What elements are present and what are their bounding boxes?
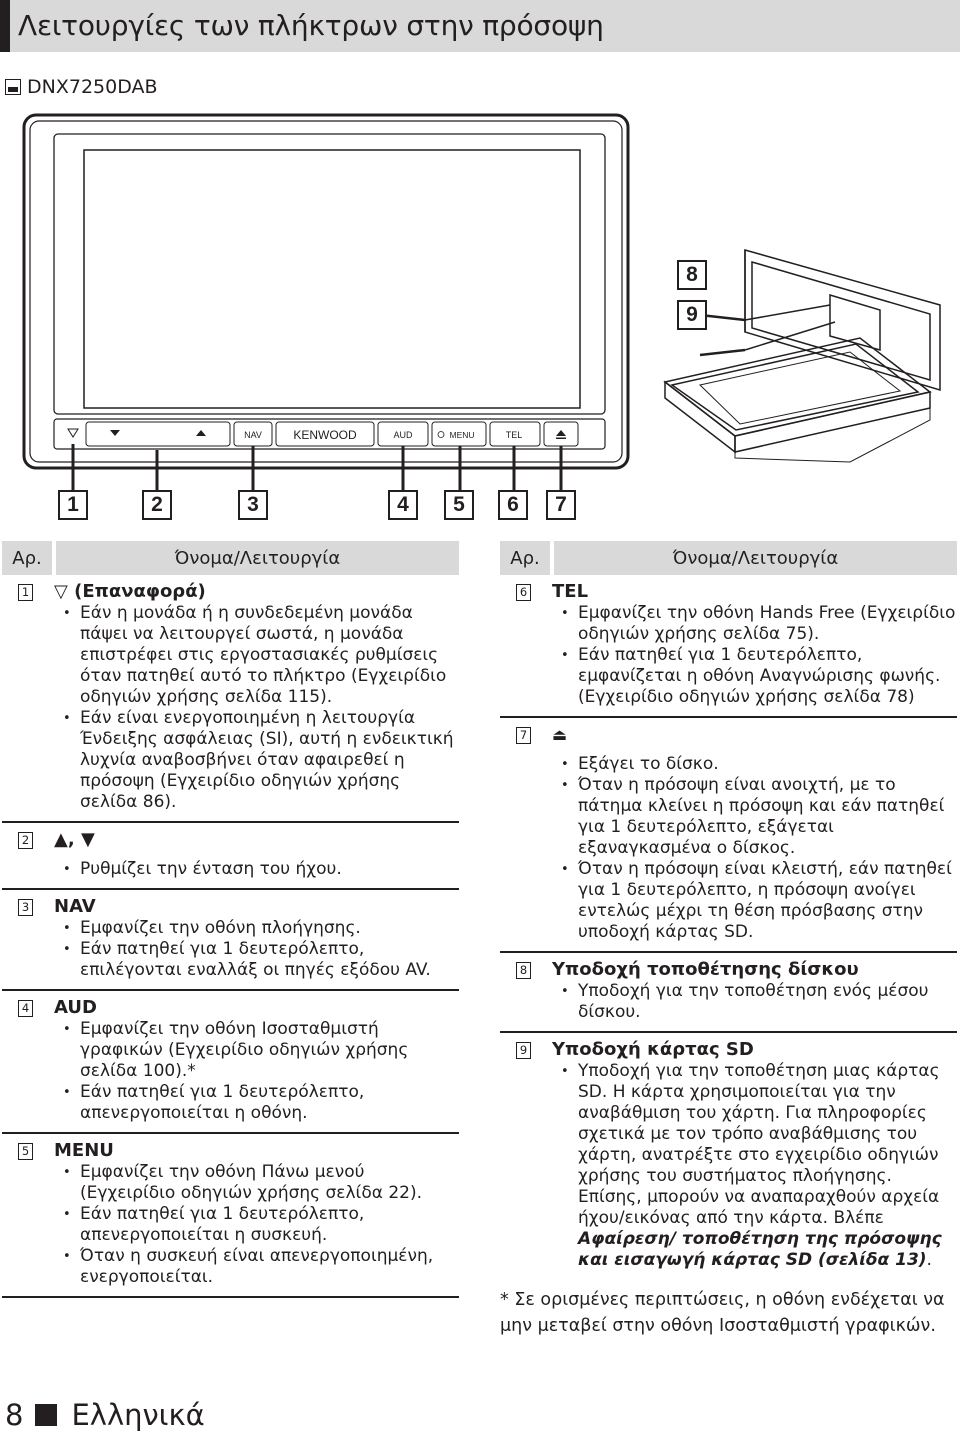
row-number: 4 <box>18 1000 33 1017</box>
page-number: 8 <box>5 1398 24 1432</box>
list-item: • Ρυθμίζει την ένταση του ήχου. <box>60 859 459 880</box>
table-row <box>2 1133 459 1297</box>
row-number: 7 <box>516 727 531 744</box>
title-mark <box>0 0 10 52</box>
row-name: TEL <box>552 581 589 602</box>
callout-5: 5 <box>444 490 474 520</box>
callout-1: 1 <box>58 490 88 520</box>
row-name: AUD <box>54 997 97 1018</box>
callout-4: 4 <box>388 490 418 520</box>
callout-2: 2 <box>142 490 172 520</box>
model-name: DNX7250DAB <box>27 76 158 98</box>
list-item: • Εάν η μονάδα ή η συνδεδεμένη μονάδα πάψει να λειτουργεί σωστά, η μονάδα επιστρέφει στις εργοστασιακές ρυθμίσεις όταν πατηθεί αυτό το πλήκτρο (Εγχειρίδιο οδηγιών χρήσης σελίδα 115). <box>60 603 459 708</box>
table-row <box>500 575 957 717</box>
page-footer <box>5 1398 205 1432</box>
table-row <box>2 889 459 990</box>
table-row <box>500 717 957 952</box>
list-item: • Εάν είναι ενεργοποιημένη η λειτουργία Ένδειξης ασφάλειας (SI), αυτή η ενδεικτική λυχνία αναβοσβήνει όταν αφαιρεθεί η πρόσοψη (Εγχειρίδιο οδηγιών χρήσης σελίδα 86). <box>60 708 459 813</box>
row-name: Υποδοχή κάρτας SD <box>552 1039 754 1060</box>
list-item: • Εμφανίζει την οθόνη Πάνω μενού (Εγχειρίδιο οδηγιών χρήσης σελίδα 22). <box>60 1162 459 1204</box>
table-row <box>500 1032 957 1279</box>
title-bar <box>0 0 960 52</box>
row-number: 1 <box>18 584 33 601</box>
list-item: • Εμφανίζει την οθόνη πλοήγησης. <box>60 918 459 939</box>
language-label: Ελληνικά <box>71 1398 205 1432</box>
table-row <box>2 822 459 889</box>
table-row <box>2 990 459 1133</box>
col-name-header: Όνομα/Λειτουργία <box>552 541 957 575</box>
row-name: NAV <box>54 896 96 917</box>
col-name-header: Όνομα/Λειτουργία <box>54 541 459 575</box>
table-row <box>2 575 459 822</box>
nav-button-label: NAV <box>244 430 262 440</box>
row-number: 6 <box>516 584 531 601</box>
row-number: 3 <box>18 899 33 916</box>
eject-icon: ⏏ <box>552 725 568 744</box>
front-unit <box>24 115 628 490</box>
model-icon <box>5 79 21 95</box>
list-item: • Εάν πατηθεί για 1 δευτερόλεπτο, εμφανίζεται η οθόνη Αναγνώρισης φωνής. (Εγχειρίδιο οδηγιών χρήσης σελίδα 78) <box>558 645 957 708</box>
model-label <box>5 76 158 98</box>
page-title: Λειτουργίες των πλήκτρων στην πρόσοψη <box>18 9 604 42</box>
list-item: • Όταν η πρόσοψη είναι ανοιχτή, με το πάτημα κλείνει η πρόσοψη και εάν πατηθεί για 1 δευτερόλεπτο, εξάγεται εξαναγκασμένα ο δίσκος. <box>558 775 957 859</box>
list-item: • Εμφανίζει την οθόνη Hands Free (Εγχειρίδιο οδηγιών χρήσης σελίδα 75). <box>558 603 957 645</box>
list-item: • Εμφανίζει την οθόνη Ισοσταθμιστή γραφικών (Εγχειρίδιο οδηγιών χρήσης σελίδα 100).* <box>60 1019 459 1082</box>
list-item: • Εξάγει το δίσκο. <box>558 754 957 775</box>
callout-7: 7 <box>546 490 576 520</box>
brand-logo: KENWOOD <box>293 428 357 442</box>
right-function-table <box>500 541 957 1279</box>
volume-down-icon: ▼ <box>80 829 95 850</box>
volume-up-icon: ▲ <box>54 829 68 850</box>
list-item: • Υποδοχή για την τοποθέτηση ενός μέσου δίσκου. <box>558 981 957 1023</box>
menu-button-label: MENU <box>449 430 475 440</box>
table-row <box>500 952 957 1032</box>
device-illustration <box>0 100 960 530</box>
col-num-header: Αρ. <box>500 541 552 575</box>
callout-9: 9 <box>677 300 707 330</box>
row-name: MENU <box>54 1140 114 1161</box>
reset-icon: ▽ <box>54 581 75 602</box>
footnote: * Σε ορισμένες περιπτώσεις, η οθόνη ενδέχεται να μην μεταβεί στην οθόνη Ισοσταθμιστή γραφικών. <box>500 1290 945 1336</box>
list-item: • Υποδοχή για την τοποθέτηση μιας κάρτας SD. Η κάρτα χρησιμοποιείται για την αναβάθμιση του χάρτη. Για πληροφορίες σχετικά με τον τρόπο αναβάθμισης του χάρτη, ανατρέξτε στο εγχειρίδιο οδηγιών χρήσης του συστήματος πλοήγησης. Επίσης, μπορούν να αναπαραχθούν αρχεία ήχου/εικόνας από την κάρτα. Βλέπε Αφαίρεση/ τοποθέτηση της πρόσοψης και εισαγωγή κάρτας SD (σελίδα 13). <box>558 1061 957 1271</box>
footer-square-icon <box>35 1404 57 1426</box>
list-item: • Εάν πατηθεί για 1 δευτερόλεπτο, επιλέγονται εναλλάξ οι πηγές εξόδου AV. <box>60 939 459 981</box>
left-function-table <box>2 541 459 1298</box>
list-item: • Όταν η πρόσοψη είναι κλειστή, εάν πατηθεί για 1 δευτερόλεπτο, η πρόσοψη ανοίγει εντελώς μέχρι τη θέση πρόσβασης στην υποδοχή κάρτας SD. <box>558 859 957 943</box>
row-number: 5 <box>18 1143 33 1160</box>
row-number: 2 <box>18 832 33 849</box>
row-name: , <box>67 829 75 850</box>
aud-button-label: AUD <box>393 430 413 440</box>
list-item: • Εάν πατηθεί για 1 δευτερόλεπτο, απενεργοποιείται η συσκευή. <box>60 1204 459 1246</box>
list-item: • Όταν η συσκευή είναι απενεργοποιημένη, ενεργοποιείται. <box>60 1246 459 1288</box>
row-name: (Επαναφορά) <box>74 581 206 602</box>
callout-3: 3 <box>238 490 268 520</box>
tel-button-label: TEL <box>505 430 523 440</box>
row-number: 8 <box>516 962 531 979</box>
list-item: • Εάν πατηθεί για 1 δευτερόλεπτο, απενεργοποιείται η οθόνη. <box>60 1082 459 1124</box>
row-name: Υποδοχή τοποθέτησης δίσκου <box>552 959 859 980</box>
col-num-header: Αρ. <box>2 541 54 575</box>
row-number: 9 <box>516 1042 531 1059</box>
callout-6: 6 <box>498 490 528 520</box>
callout-8: 8 <box>677 260 707 290</box>
